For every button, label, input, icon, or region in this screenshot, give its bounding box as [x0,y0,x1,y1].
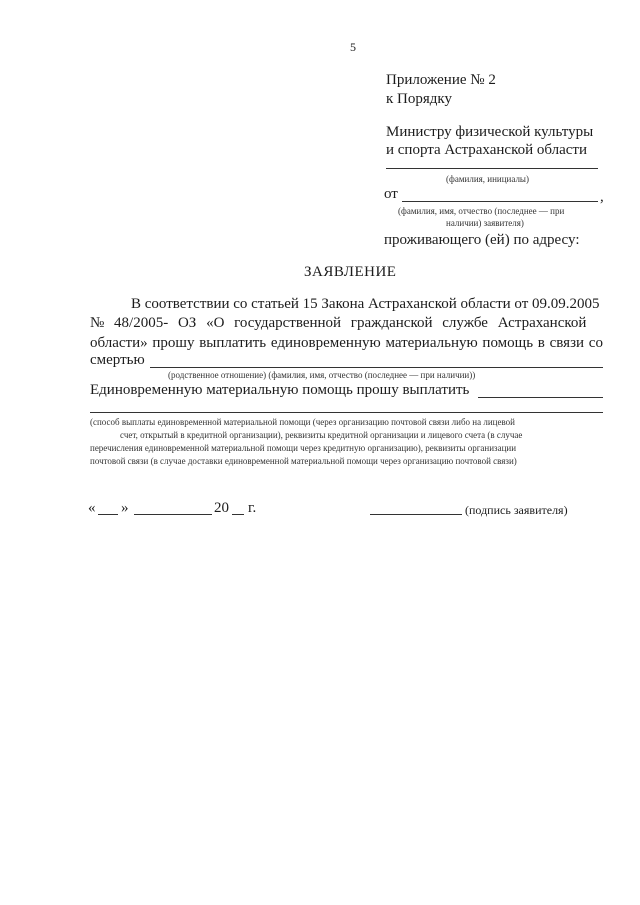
payment-request: Единовременную материальную помощь прошу выплатить [90,382,470,398]
residing-label: проживающего (ей) по адресу: [384,232,580,248]
method-hint-2: счет, открытый в кредитной организации), реквизиты кредитной организации и лицевого счета (в случае [120,430,523,440]
signature-hint: (подпись заявителя) [465,503,568,517]
applicant-name-field[interactable] [402,201,598,202]
date-year-prefix: 20 [214,500,229,516]
addressee-line-1: Министру физической культуры [386,124,594,140]
from-comma: , [600,189,604,205]
method-hint-4: почтовой связи (в случае доставки единовременной материальной помощи через организацию почтовой связи) [90,456,517,466]
body-line-2: № 48/2005- ОЗ «О государственной гражданской службе Астраханской [90,315,587,331]
page-number: 5 [350,40,356,54]
addressee-line-2: и спорта Астраханской области [386,142,588,158]
initials-hint: (фамилия, инициалы) [446,174,529,184]
applicant-hint-1: (фамилия, имя, отчество (последнее — при [398,206,565,216]
body-line-3: области» прошу выплатить единовременную материальную помощь в связи со [90,335,603,351]
date-quote-open: « [88,500,96,516]
payment-method-field-2[interactable] [90,412,603,413]
from-label: от [384,186,398,202]
payment-method-field-1[interactable] [478,397,603,398]
date-month-field[interactable] [134,514,212,515]
deceased-field[interactable] [150,367,603,368]
date-quote-close: » [121,500,129,516]
relation-hint: (родственное отношение) (фамилия, имя, отчество (последнее — при наличии)) [168,370,476,380]
method-hint-1: (способ выплаты единовременной материальной помощи (через организацию почтовой связи либо на лицевой [90,417,515,427]
appendix-line-1: Приложение № 2 [386,72,496,88]
date-day-field[interactable] [98,514,118,515]
body-line-4: смертью [90,352,145,368]
date-year-suffix: г. [248,500,257,516]
body-line-1: В соответствии со статьей 15 Закона Астраханской области от 09.09.2005 [131,296,600,312]
applicant-hint-2: наличии) заявителя) [446,218,524,228]
signature-field[interactable] [370,514,462,515]
initials-field[interactable] [386,168,598,169]
appendix-line-2: к Порядку [386,91,452,107]
method-hint-3: перечисления единовременной материальной помощи через кредитную организацию), реквизиты организации [90,443,517,453]
document-title: ЗАЯВЛЕНИЕ [304,264,397,280]
date-year-field[interactable] [232,514,244,515]
